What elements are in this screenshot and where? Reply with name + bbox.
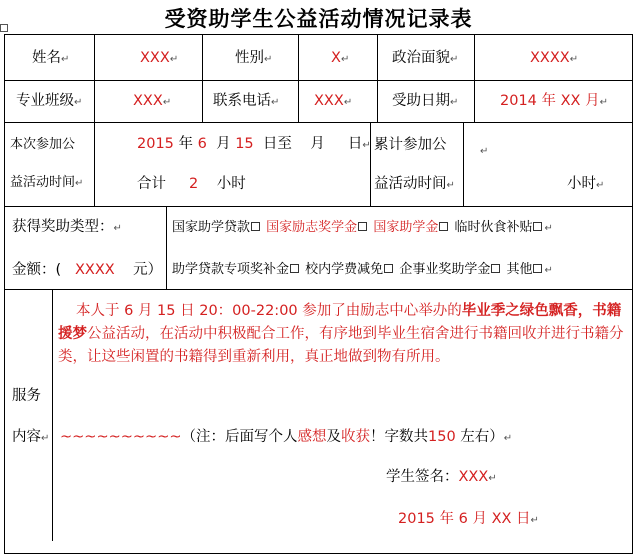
col-divider [474, 34, 475, 122]
col-divider [298, 34, 299, 122]
service-label-2: 内容↵ [12, 429, 50, 445]
col-divider [52, 289, 53, 541]
option-inspiration-scholarship[interactable]: 国家励志奖学金 [266, 220, 369, 235]
political-label: 政治面貌↵ [392, 50, 459, 66]
gender-value[interactable]: X↵ [331, 50, 350, 66]
amount-field[interactable]: 金额：( XXXX 元） [12, 262, 163, 278]
student-signature[interactable]: 学生签名：XXX↵ [386, 469, 497, 485]
sign-date[interactable]: 2015 年 6 月 XX 日↵ [398, 511, 539, 527]
checkbox-icon[interactable] [439, 222, 448, 231]
aid-date-value[interactable]: 2014 年 XX 月↵ [500, 93, 608, 109]
this-time-label-2: 益活动时间↵ [10, 175, 84, 190]
phone-label: 联系电话↵ [213, 93, 280, 109]
checkbox-icon[interactable] [384, 264, 393, 273]
col-divider [94, 34, 95, 122]
aid-options-line2: 助学贷款专项奖补金 校内学费减免 企事业奖助学金 其他 ↵ [172, 262, 553, 277]
major-value[interactable]: XXX↵ [133, 93, 172, 109]
service-label: 服务 [12, 388, 41, 404]
name-label: 姓名↵ [32, 50, 70, 66]
service-content[interactable]: 本人于 6 月 15 日 20：00-22:00 参加了由励志中心举办的毕业季之绿色飘香，书籍援梦公益活动，在活动中积极配合工作，有序地到毕业生宿舍进行书籍回收并进行书籍分类，让这些闲置的书籍得到重新利用，真正地做到物有所用。 [58, 303, 624, 365]
option-tuition-waiver[interactable]: 校内学费减免 [305, 262, 395, 277]
major-label: 专业班级↵ [16, 93, 83, 109]
page-title: 受资助学生公益活动情况记录表 [164, 7, 473, 31]
aid-date-label: 受助日期↵ [392, 93, 459, 109]
row-divider [4, 80, 633, 81]
aid-type-label: 获得奖助类型：↵ [12, 219, 122, 235]
cumulative-label: 累计参加公 [374, 137, 447, 153]
option-national-loan[interactable]: 国家助学贷款 [172, 220, 262, 235]
option-meal-subsidy[interactable]: 临时伙食补贴 [454, 220, 544, 235]
col-divider [463, 122, 464, 206]
col-divider [202, 34, 203, 122]
checkbox-icon[interactable] [358, 222, 367, 231]
col-divider [377, 34, 378, 122]
col-divider [166, 206, 167, 289]
option-loan-special[interactable]: 助学贷款专项奖补金 [172, 262, 301, 277]
political-value[interactable]: XXXX↵ [530, 50, 579, 66]
option-enterprise-scholarship[interactable]: 企事业奖助学金 [399, 262, 502, 277]
aid-options-line1: 国家助学贷款 国家励志奖学金 国家助学金 临时伙食补贴 ↵ [172, 220, 553, 235]
name-value[interactable]: XXX↵ [140, 50, 179, 66]
row-divider [4, 122, 633, 123]
activity-date[interactable]: 2015 年 6 月 15 日至 月 日↵ [137, 136, 371, 152]
checkbox-icon[interactable] [491, 264, 500, 273]
cumulative-label-2: 益活动时间↵ [374, 176, 455, 192]
this-time-label: 本次参加公 [10, 137, 76, 152]
col-divider [94, 122, 95, 206]
checkbox-icon[interactable] [533, 264, 542, 273]
row-divider [4, 289, 633, 290]
checkbox-icon[interactable] [290, 264, 299, 273]
row-divider [4, 206, 633, 207]
cell-end-mark: ↵ [480, 146, 489, 157]
note-line: ~~~~~~~~~~（注：后面写个人感想及收获！字数共150 左右）↵ [60, 429, 513, 445]
total-hours[interactable]: 合计 2 小时 [137, 176, 246, 192]
checkbox-icon[interactable] [533, 222, 542, 231]
phone-value[interactable]: XXX↵ [314, 93, 353, 109]
table-anchor-icon [0, 24, 8, 32]
cumulative-hours[interactable]: 小时↵ [567, 176, 605, 192]
checkbox-icon[interactable] [251, 222, 260, 231]
option-other[interactable]: 其他 [506, 262, 544, 277]
gender-label: 性别↵ [235, 50, 273, 66]
option-national-grant[interactable]: 国家助学金 [373, 220, 450, 235]
